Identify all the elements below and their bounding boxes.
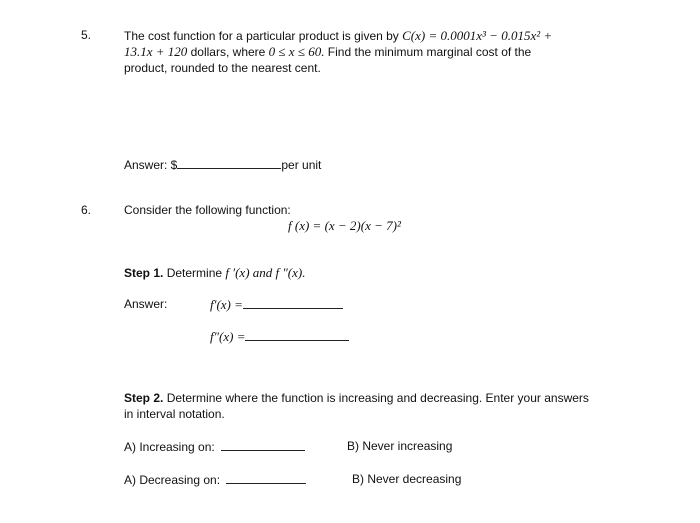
first-derivative-row <box>210 297 343 313</box>
decreasing-label: A) Decreasing on: <box>124 473 221 487</box>
cost-function: C(x) = 0.0001x³ − 0.015x² + <box>402 28 553 43</box>
first-derivative-blank[interactable] <box>243 297 343 309</box>
cost-function-continued: 13.1x + 120 <box>124 44 188 59</box>
step-2-label: Step 2. <box>124 391 164 405</box>
problem-5-text: dollars, where <box>187 45 269 59</box>
second-derivative-row <box>210 329 349 345</box>
never-decreasing-option[interactable]: B) Never decreasing <box>352 472 462 486</box>
answer-unit: per unit <box>281 158 322 172</box>
problem-5-statement-line-1 <box>124 28 552 44</box>
domain-constraint: 0 ≤ x ≤ 60. <box>268 44 325 59</box>
step-2-heading-line-1 <box>124 391 589 406</box>
increasing-label: A) Increasing on: <box>124 440 215 454</box>
problem-5-statement-line-2 <box>124 44 531 60</box>
second-derivative-blank[interactable] <box>245 329 349 341</box>
problem-5-number: 5. <box>81 28 92 42</box>
decreasing-row <box>124 472 306 488</box>
step-1-label: Step 1. <box>124 266 164 280</box>
problem-5-text: The cost function for a particular product is given by <box>124 29 403 43</box>
step-2-heading-line-2: in interval notation. <box>124 407 225 421</box>
decreasing-blank[interactable] <box>226 472 306 484</box>
increasing-row <box>124 439 305 455</box>
problem-5-answer-row <box>124 157 321 173</box>
given-function: f (x) = (x − 2)(x − 7)² <box>288 218 401 233</box>
answer-blank[interactable] <box>177 157 281 169</box>
step-1-text: Determine <box>163 266 226 280</box>
never-increasing-option[interactable]: B) Never increasing <box>347 439 453 453</box>
answer-label: Answer: $ <box>124 158 178 172</box>
second-derivative-label: f″(x) = <box>210 329 246 344</box>
step-1-heading <box>124 265 305 281</box>
step-1-answer-label: Answer: <box>124 297 168 311</box>
increasing-blank[interactable] <box>221 439 305 451</box>
first-derivative-label: f′(x) = <box>210 297 243 312</box>
problem-6-number: 6. <box>81 203 92 217</box>
step-1-math: f ′(x) and f ″(x). <box>225 265 306 280</box>
problem-6-intro: Consider the following function: <box>124 203 291 217</box>
problem-5-text: Find the minimum marginal cost of the <box>324 45 532 59</box>
step-2-text: Determine where the function is increasing and decreasing. Enter your answers <box>163 391 589 405</box>
problem-5-statement-line-3: product, rounded to the nearest cent. <box>124 61 321 75</box>
